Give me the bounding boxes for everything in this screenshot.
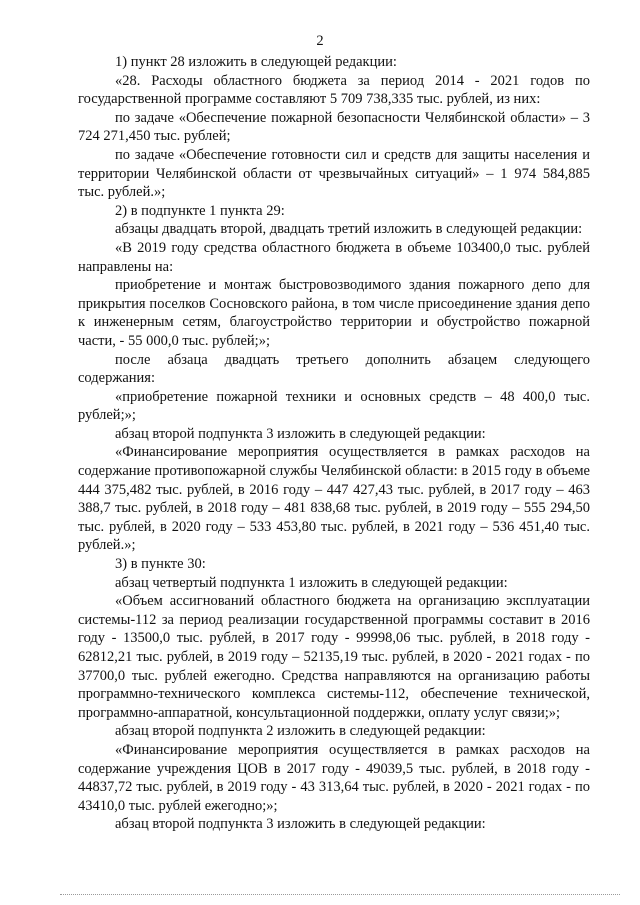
paragraph-13: 3) в пункте 30: [115, 556, 206, 573]
bottom-rule [60, 894, 620, 895]
page-number: 2 [316, 33, 324, 49]
paragraph-2: «28. Расходы областного бюджета за период 2014 - 2021 годов по государственной программе составляют 5 709 738,335 тыс. рублей, из них: [78, 72, 590, 108]
paragraph-16: абзац второй подпункта 2 изложить в следующей редакции: [115, 723, 486, 740]
document-body [78, 53, 590, 834]
paragraph-15: «Объем ассигнований областного бюджета на организацию эксплуатации системы-112 за период реализации государственной программы составит в 2016 году - 13500,0 тыс. рублей, в 2017 году - 99998,06 тыс. рублей, в 2018 году - 62812,21 тыс. рублей, в 2019 году – 52135,19 тыс. рублей, в 2020 - 2021 годах - по 37700,0 тыс. рублей ежегодно. Средства направляются на организацию работы программно-технического комплекса системы-112, обеспечение технической, программно-аппаратной, консультационной поддержки, оплату услуг связи;»; [78, 593, 590, 721]
paragraph-18: абзац второй подпункта 3 изложить в следующей редакции: [115, 816, 486, 833]
paragraph-14: абзац четвертый подпункта 1 изложить в следующей редакции: [115, 574, 508, 591]
paragraph-11: абзац второй подпункта 3 изложить в следующей редакции: [115, 425, 486, 442]
paragraph-3: по задаче «Обеспечение пожарной безопасности Челябинской области» – 3 724 271,450 тыс. рублей; [78, 109, 590, 145]
paragraph-17: «Финансирование мероприятия осуществляется в рамках расходов на содержание учреждения ЦОВ в 2017 году - 49039,5 тыс. рублей, в 2018 году - 44837,72 тыс. рублей, в 2019 году - 43 313,64 тыс. рублей, в 2020 - 2021 годах - по 43410,0 тыс. рублей ежегодно;»; [78, 741, 590, 814]
paragraph-7: «В 2019 году средства областного бюджета в объеме 103400,0 тыс. рублей направлены на: [78, 239, 590, 275]
paragraph-6: абзацы двадцать второй, двадцать третий изложить в следующей редакции: [115, 221, 583, 238]
paragraph-8: приобретение и монтаж быстровозводимого здания пожарного депо для прикрытия поселков Сосновского района, в том числе присоединение здания депо к инженерным сетям, благоустройство территории и обустройство пожарной части, - 55 000,0 тыс. рублей;»; [78, 277, 590, 349]
paragraph-10: «приобретение пожарной техники и основных средств – 48 400,0 тыс. рублей;»; [78, 388, 590, 424]
paragraph-1: 1) пункт 28 изложить в следующей редакции: [115, 54, 397, 70]
paragraph-4: по задаче «Обеспечение готовности сил и средств для защиты населения и территории Челябинской области от чрезвычайных ситуаций» – 1 974 584,885 тыс. рублей.»; [78, 146, 590, 201]
paragraph-5: 2) в подпункте 1 пункта 29: [115, 202, 285, 219]
paragraph-9: после абзаца двадцать третьего дополнить абзацем следующего содержания: [78, 351, 590, 387]
paragraph-12: «Финансирование мероприятия осуществляется в рамках расходов на содержание противопожарной службы Челябинской области: в 2015 году в объеме 444 375,482 тыс. рублей, в 2016 году – 447 427,43 тыс. рублей, в 2017 году – 463 388,7 тыс. рублей, в 2018 году – 481 838,68 тыс. рублей, в 2019 году – 555 294,50 тыс. рублей, в 2020 году – 533 453,80 тыс. рублей, в 2021 году – 536 451,40 тыс. рублей.»; [78, 444, 590, 554]
